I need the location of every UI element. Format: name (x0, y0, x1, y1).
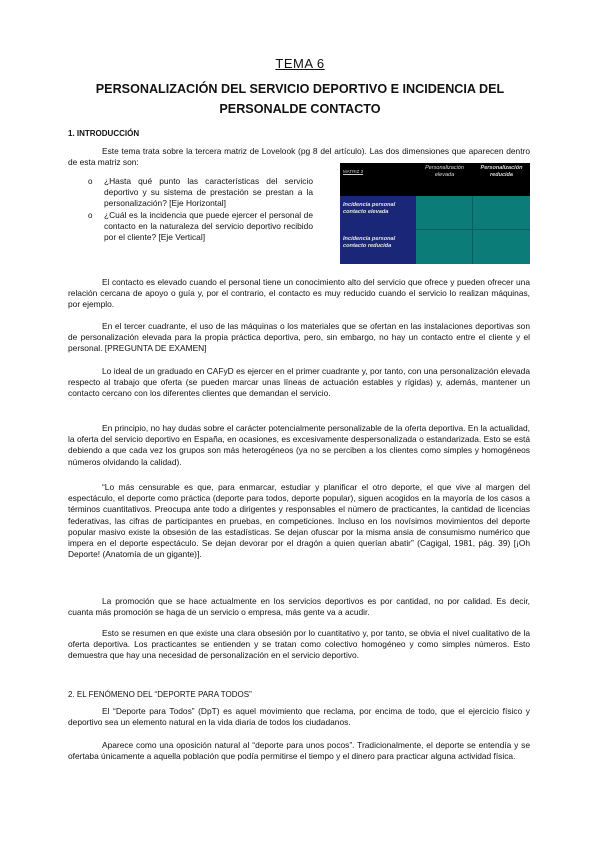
matrix-row-header-elevada: Incidencia personal contacto elevada (340, 196, 416, 230)
matrix-col-header-reducida: Personalización reducida (473, 163, 530, 196)
matrix-col-header-elevada: Personalización elevada (416, 163, 473, 196)
list-item: o ¿Cuál es la incidencia que puede ejercer el personal de contacto en la naturaleza del servicio deportivo recibido por el cliente? [Eje Vertical] (88, 210, 313, 244)
intro-paragraph: Este tema trata sobre la tercera matriz de Lovelook (pg 8 del artículo). Las dos dimensiones que aparecen dentro de esta matriz son: (68, 146, 530, 168)
paragraph-tercer-cuadrante: En el tercer cuadrante, el uso de las máquinas o los materiales que se ofertan en las instalaciones deportivas son de personalización elevada para la propia práctica deportiva, pero, sin embargo, no hay un contacto entre el cliente y el personal. [PREGUNTA DE EXAMEN] (68, 321, 530, 354)
section-heading-deporte-para-todos: 2. EL FENÓMENO DEL “DEPORTE PARA TODOS” (68, 690, 252, 699)
page-title: PERSONALIZACIÓN DEL SERVICIO DEPORTIVO E INCIDENCIA DEL PERSONALDE CONTACTO (95, 82, 505, 116)
paragraph-resumen: Esto se resumen en que existe una clara obsesión por lo cuantitativo y, por tanto, se obvia el nivel cualitativo de la oferta deportiva. Los practicantes se entienden y se tratan como colectivo homogéneo y como simples números. Esto demuestra que hay una necesidad de personalización en el servicio deportivo. (68, 628, 530, 661)
paragraph-cita-cagigal: “Lo más censurable es que, para enmarcar, estudiar y planificar el otro deporte, el que vive al margen del espectáculo, el deporte como práctica (deporte para todos, deporte popular), siguen acogidos en la mayoría de los casos a términos cuantitativos. Preocupa ante todo a dirigentes y responsables el número de practicantes, la cantidad de licencias federativas, las cifras de participantes en pruebas, en competiciones. Incluso en los novísimos movimientos del deporte popular masivo existe la obsesión de las estadísticas. Se dejan ofuscar por la misma ansia de consumismo numérico que impera en el deporte espectáculo. Se dejan devorar por el dragón a quien querían abatir” (Cagigal, 1981, pág. 39) [¡Oh Deporte! (Anatomía de un gigante)]. (68, 482, 530, 560)
paragraph-en-principio: En principio, no hay dudas sobre el carácter potencialmente personalizable de la oferta deportiva. En la actualidad, la oferta del servicio deportivo en España, en ocasiones, es excesivamente despersonalizada o estandarizada. Esto se está debiendo a que cada vez los grupos son más heterogéneos (ya no se perciben a los clientes como simples y homogéneos números olvidando la calidad). (68, 423, 530, 467)
list-item: o ¿Hasta qué punto las características del servicio deportivo y su sistema de prestación se prestan a la personalización? [Eje Horizontal] (88, 176, 313, 210)
tema-heading: TEMA 6 (275, 56, 325, 71)
paragraph-contacto: El contacto es elevado cuando el personal tiene un conocimiento alto del servicio que ofrece y pueden ofrecer una relación cercana de apoyo o guía y, por el contrario, el contacto es muy reducido cuando el servicio lo realizan máquinas, por ejemplo. (68, 277, 530, 310)
matrix-cell (416, 196, 473, 230)
matrix-corner (340, 163, 416, 196)
matrix-row-header-reducida: Incidencia personal contacto reducida (340, 230, 416, 264)
lovelock-matrix-figure (340, 163, 530, 264)
section-heading-introduccion: 1. INTRODUCCIÓN (68, 129, 140, 138)
paragraph-oposicion: Aparece como una oposición natural al “deporte para unos pocos”. Tradicionalmente, el deporte se entendía y se ofertaba únicamente a aquella población que podía permitirse el tiempo y el dinero para practicar alguna actividad física. (68, 740, 530, 762)
matrix-cell (473, 196, 530, 230)
matrix-cell (473, 230, 530, 264)
paragraph-dpt: El “Deporte para Todos” (DpT) es aquel movimiento que reclama, por encima de todo, que el ejercicio físico y deportivo sea un elemento natural en la vida diaria de todos los ciudadanos. (68, 706, 530, 728)
paragraph-ideal-graduado: Lo ideal de un graduado en CAFyD es ejercer en el primer cuadrante y, por tanto, con una personalización elevada respecto al trabajo que oferta (se pueden marcar unas líneas de actuación estables y rígidas) y, además, mantener un contacto cercano con los diferentes clientes que demandan el servicio. (68, 366, 530, 399)
matrix-corner-label: MATRIZ 3 (343, 169, 364, 174)
matrix-cell (416, 230, 473, 264)
dimension-list (88, 176, 313, 243)
paragraph-promocion: La promoción que se hace actualmente en los servicios deportivos es por cantidad, no por calidad. Es decir, cuanta más promoción se haga de un servicio o empresa, más gente va a acudir. (68, 596, 530, 618)
